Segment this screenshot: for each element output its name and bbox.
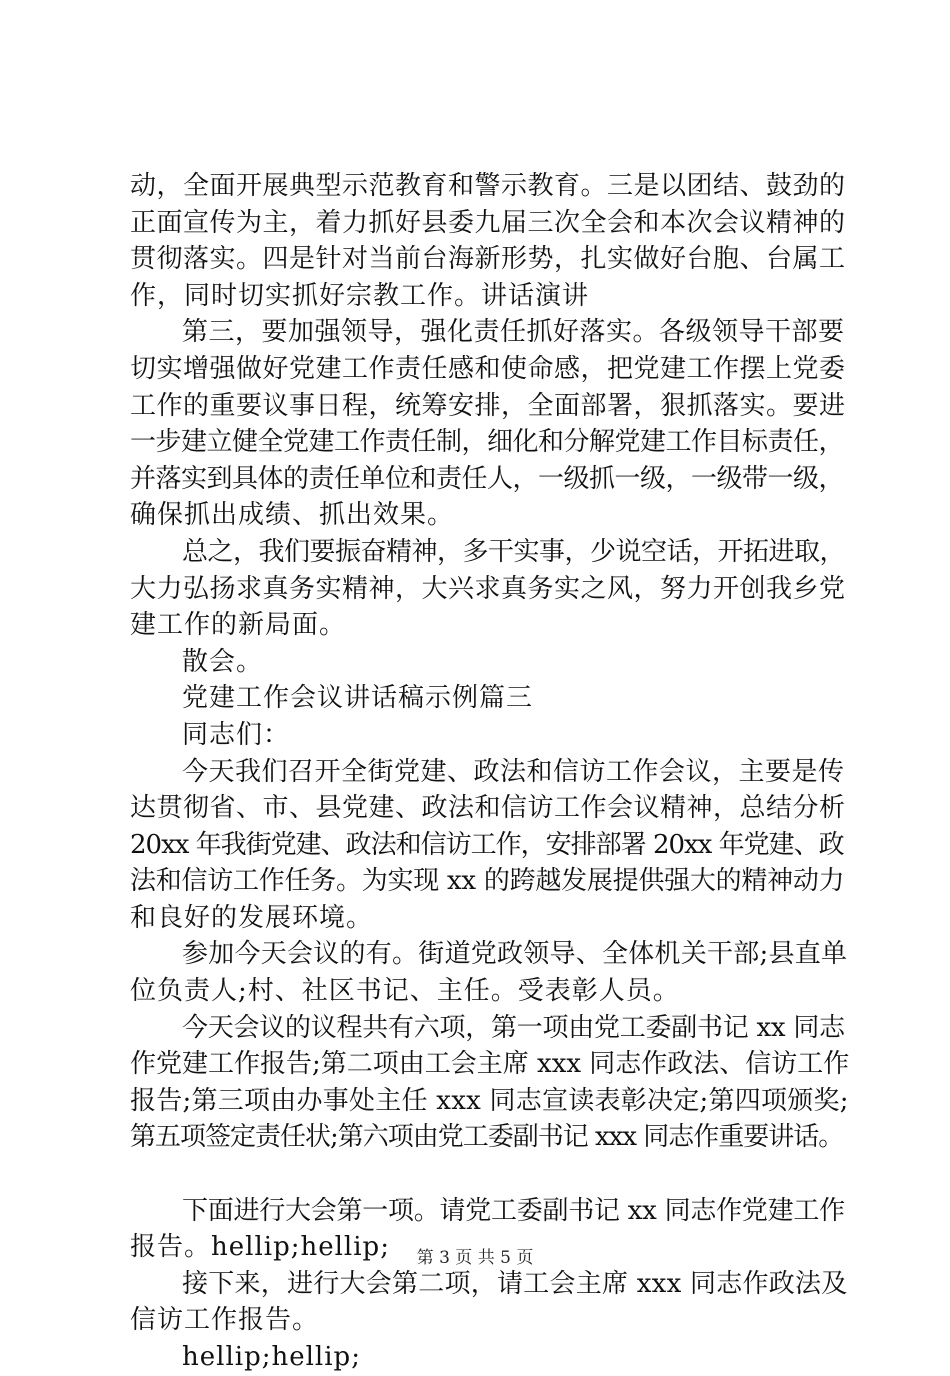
text-line: 第三，要加强领导，强化责任抓好落实。各级领导干部要	[182, 317, 845, 348]
blank-line	[130, 1156, 850, 1193]
text-line: 并落实到具体的责任单位和责任人，一级抓一级，一级带一级，	[130, 463, 845, 494]
text-line: 同志们：	[182, 719, 291, 750]
text-line: 动，全面开展典型示范教育和警示教育。三是以团结、鼓劲的	[130, 171, 846, 201]
text-line: 今天我们召开全街党建、政法和信访工作会议，主要是传	[182, 756, 845, 787]
text-line: 散会。	[182, 646, 264, 677]
text-line: 确保抓出成绩、抓出效果。	[130, 500, 455, 531]
text-line: 达贯彻省、市、县党建、政法和信访工作会议精神，总结分析	[130, 793, 846, 824]
text-line: 报告。hellip;hellip;	[130, 1232, 390, 1263]
text-line: 下面进行大会第一项。请党工委副书记 xx 同志作党建工作	[182, 1195, 845, 1226]
text-line: 信访工作报告。	[130, 1305, 320, 1336]
text-line: 正面宣传为主，着力抓好县委九届三次全会和本次会议精神的	[130, 207, 846, 238]
text-line: 切实增强做好党建工作责任感和使命感，把党建工作摆上党委	[130, 353, 846, 384]
page-number: 第 3 页 共 5 页	[416, 1248, 534, 1268]
text-line: 大力弘扬求真务实精神，大兴求真务实之风，努力开创我乡党	[130, 573, 846, 604]
text-line: 总之，我们要振奋精神，多干实事，少说空话，开拓进取，	[182, 536, 846, 567]
text-line: 今天会议的议程共有六项，第一项由党工委副书记 xx 同志	[182, 1012, 845, 1043]
text-line: hellip;hellip;	[182, 1342, 361, 1372]
text-line: 贯彻落实。四是针对当前台海新形势，扎实做好台胞、台属工	[130, 244, 846, 275]
text-line: 作党建工作报告;第二项由工会主席 xxx 同志作政法、信访工作	[130, 1049, 850, 1080]
text-line: 建工作的新局面。	[130, 610, 347, 641]
text-line: 工作的重要议事日程，统筹安排，全面部署，狠抓落实。要进	[130, 390, 846, 421]
text-line: 和良好的发展环境。	[130, 902, 374, 933]
text-line: 一步建立健全党建工作责任制，细化和分解党建工作目标责任，	[130, 427, 845, 458]
text-line: 作，同时切实抓好宗教工作。讲话演讲	[130, 280, 590, 311]
text-line: 参加今天会议的有。街道党政领导、全体机关干部;县直单	[182, 939, 848, 970]
text-line: 报告;第三项由办事处主任 xxx 同志宣读表彰决定;第四项颁奖;	[130, 1085, 849, 1116]
text-line: 第五项签定责任状;第六项由党工委副书记 xxx 同志作重要讲话。	[130, 1122, 844, 1153]
text-line: 法和信访工作任务。为实现 xx 的跨越发展提供强大的精神动力	[130, 866, 845, 897]
text-line: 位负责人;村、社区书记、主任。受表彰人员。	[130, 976, 680, 1007]
text-line: 接下来，进行大会第二项，请工会主席 xxx 同志作政法及	[182, 1268, 848, 1299]
text-line: 党建工作会议讲话稿示例篇三	[182, 683, 534, 714]
body-text	[130, 168, 850, 1376]
text-line: 20xx 年我街党建、政法和信访工作，安排部署 20xx 年党建、政	[130, 829, 844, 860]
